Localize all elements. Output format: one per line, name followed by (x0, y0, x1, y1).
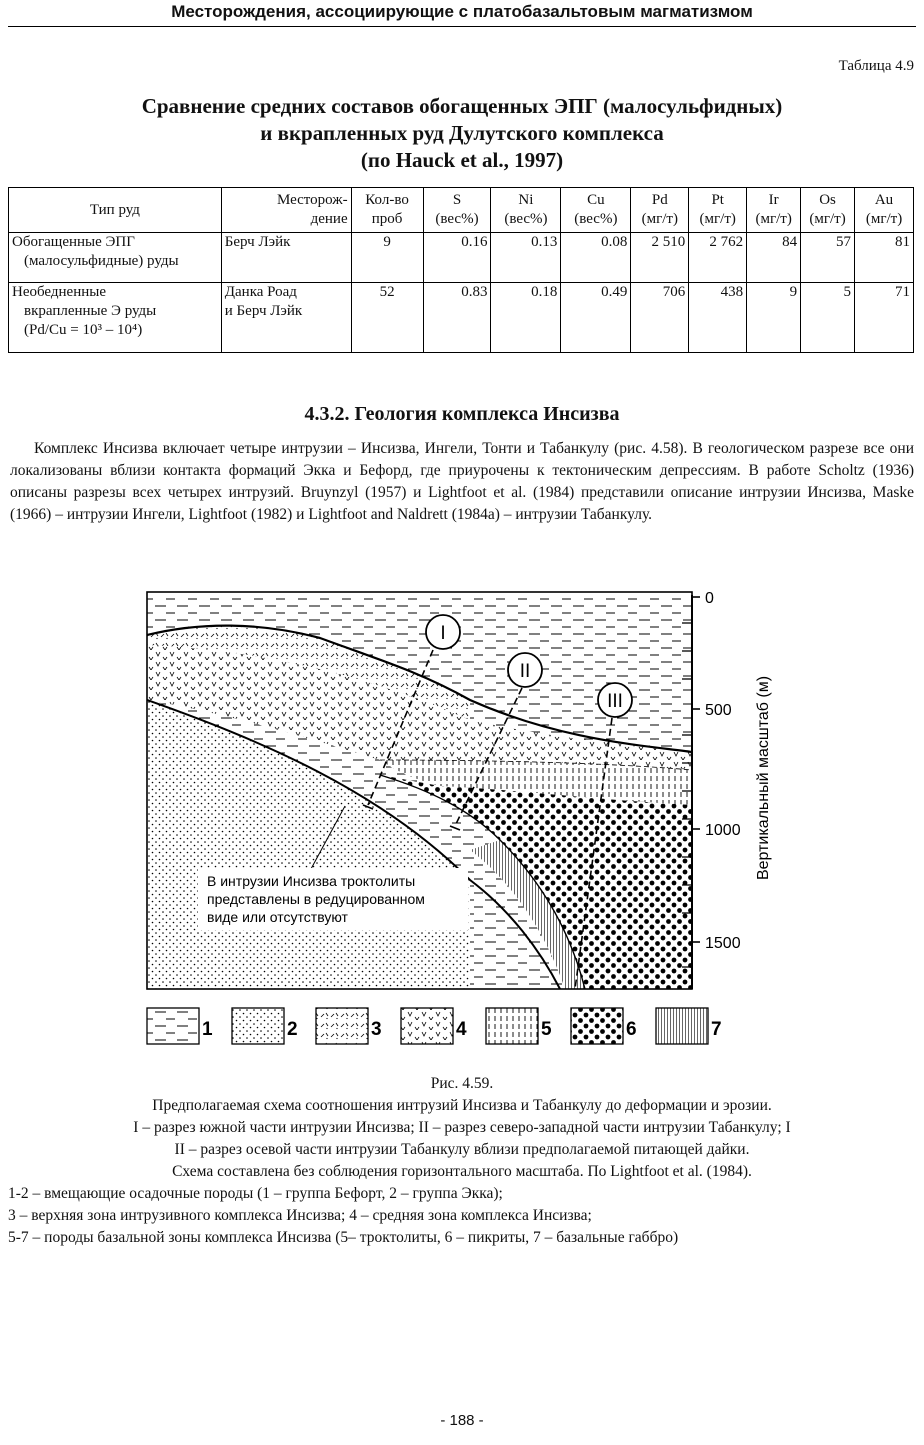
header-ni: Ni (вес%) (491, 188, 561, 233)
table-title (0, 93, 924, 174)
legend-label: 1 (202, 1019, 213, 1040)
cell-value: 0.18 (491, 283, 561, 353)
legend-item (571, 1008, 637, 1044)
section-marker-1 (426, 615, 460, 649)
legend-label: 7 (711, 1019, 722, 1040)
section-marker-label: II (519, 661, 531, 682)
composition-table (8, 187, 914, 353)
section-marker-label: I (440, 623, 446, 644)
caption-legend-line: 1-2 – вмещающие осадочные породы (1 – группа Бефорт, 2 – группа Экка); (8, 1185, 503, 1202)
section-title: 4.3.2. Геология комплекса Инсизва (304, 403, 620, 425)
scale-axis-label: Вертикальный масштаб (м) (755, 675, 772, 881)
header-samples: Кол-во проб (351, 188, 423, 233)
table-header-row (9, 188, 914, 233)
header-au: Au (мг/т) (855, 188, 914, 233)
inset-text-line: виде или отсутствуют (207, 909, 348, 925)
cell-value: 0.16 (423, 233, 491, 283)
legend-item (147, 1008, 213, 1044)
header-ir: Ir (мг/т) (747, 188, 801, 233)
caption-legend-line: 5-7 – породы базальной зоны комплекса Инсизва (5– троктолиты, 6 – пикриты, 7 – базальные габбро) (8, 1229, 679, 1246)
header-cu: Cu (вес%) (561, 188, 631, 233)
cell-value: 9 (351, 233, 423, 283)
cell-value: 438 (689, 283, 747, 353)
header-pd: Pd (мг/т) (631, 188, 689, 233)
caption-line: II – разрез осевой части интрузии Табанкулу вблизи предполагаемой питающей дайки. (174, 1141, 750, 1158)
legend-swatch (316, 1008, 368, 1044)
cell-value: 0.08 (561, 233, 631, 283)
inset-text-line: В интрузии Инсизва троктолиты (207, 873, 416, 889)
legend-swatch (401, 1008, 453, 1044)
geological-section-figure (0, 580, 924, 1060)
cell-value: 52 (351, 283, 423, 353)
header-os: Os (мг/т) (801, 188, 855, 233)
header-rule (8, 26, 916, 27)
table-title-line: (по Hauck et al., 1997) (360, 148, 564, 172)
cell-value: 84 (747, 233, 801, 283)
scale-tick-label: 0 (705, 590, 714, 607)
cell-value: 0.83 (423, 283, 491, 353)
legend-swatch (147, 1008, 199, 1044)
legend-swatch (656, 1008, 708, 1044)
legend-swatch (571, 1008, 623, 1044)
legend-label: 6 (626, 1019, 637, 1040)
cell-value: 5 (801, 283, 855, 353)
legend-item (401, 1008, 467, 1044)
body-paragraph: Комплекс Инсизва включает четыре интрузии – Инсизва, Ингели, Тонти и Табанкулу (рис. 4.58). В геологическом разрезе все они локализованы вблизи контакта формаций Экка и Бефорд, где приурочены к тектоническим депрессиям. В работе Scholtz (1936) описаны разрезы всех четырех интрузий. Bruynzyl (1957) и Lightfoot et al. (1984) представили описание интрузии Инсизва, Maske (1966) – интрузии Ингели, Lightfoot (1982) и Lightfoot and Naldrett (1984a) – интрузии Табанкулу. (10, 440, 914, 523)
legend-label: 4 (456, 1019, 467, 1040)
cell-value: 9 (747, 283, 801, 353)
header-ore-type: Тип руд (9, 188, 222, 233)
cell-value: 71 (855, 283, 914, 353)
scale-tick-label: 1500 (705, 935, 741, 952)
cell-deposit: Данка Роад и Берч Лэйк (221, 283, 351, 353)
scale-tick-label: 500 (705, 702, 732, 719)
legend-item (486, 1008, 552, 1044)
section-marker-label: III (607, 691, 623, 712)
table-title-line: и вкрапленных руд Дулутского комплекса (260, 121, 664, 145)
section-marker-3 (598, 683, 632, 717)
cell-value: 706 (631, 283, 689, 353)
legend-item (232, 1008, 298, 1044)
inset-text-line: представлены в редуцированном (207, 891, 425, 907)
legend-swatch (486, 1008, 538, 1044)
table-label: Таблица 4.9 (838, 58, 914, 74)
header-pt: Pt (мг/т) (689, 188, 747, 233)
legend-item (316, 1008, 382, 1044)
cell-value: 0.49 (561, 283, 631, 353)
legend-label: 5 (541, 1019, 552, 1040)
page-number: - 188 - (440, 1412, 484, 1429)
cell-value: 0.13 (491, 233, 561, 283)
cell-value: 81 (855, 233, 914, 283)
legend-swatch (232, 1008, 284, 1044)
cell-ore-type: Обогащенные ЭПГ (малосульфидные) руды (9, 233, 222, 283)
caption-line: I – разрез южной части интрузии Инсизва; II – разрез северо-западной части интрузии Табанкулу; I (133, 1119, 791, 1136)
running-header: Месторождения, ассоциирующие с платобазальтовым магматизмом (171, 2, 753, 21)
table-row (9, 283, 914, 353)
legend-label: 2 (287, 1019, 298, 1040)
cell-deposit: Берч Лэйк (221, 233, 351, 283)
legend-label: 3 (371, 1019, 382, 1040)
caption-line: Предполагаемая схема соотношения интрузий Инсизва и Табанкулу до деформации и эрозии. (152, 1097, 772, 1114)
cell-value: 2 762 (689, 233, 747, 283)
cell-value: 2 510 (631, 233, 689, 283)
figure-caption (0, 1073, 924, 1249)
legend (147, 1008, 722, 1044)
legend-item (656, 1008, 722, 1044)
caption-line: Схема составлена без соблюдения горизонтального масштаба. По Lightfoot et al. (1984). (172, 1163, 752, 1180)
scale-tick-label: 1000 (705, 822, 741, 839)
figure-number: Рис. 4.59. (430, 1075, 494, 1092)
caption-legend-line: 3 – верхняя зона интрузивного комплекса Инсизва; 4 – средняя зона комплекса Инсизва; (8, 1207, 592, 1224)
cell-value: 57 (801, 233, 855, 283)
table-title-line: Сравнение средних составов обогащенных ЭПГ (малосульфидных) (141, 94, 783, 118)
header-deposit: Месторож- дение (221, 188, 351, 233)
cell-ore-type: Необедненные вкрапленные Э руды (Pd/Cu = 10³ – 10⁴) (9, 283, 222, 353)
header-s: S (вес%) (423, 188, 491, 233)
scale-major-ticks (692, 597, 700, 942)
section-marker-2 (508, 653, 542, 687)
table-row (9, 233, 914, 283)
